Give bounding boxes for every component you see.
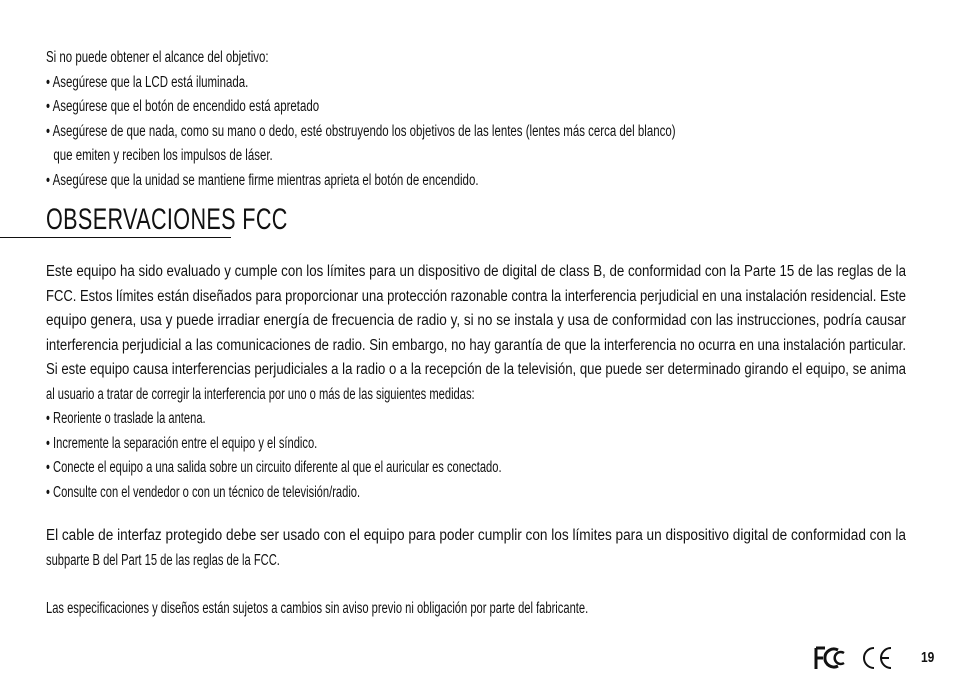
cable-notice: [46, 524, 906, 573]
fcc-logo-icon: [814, 645, 848, 671]
paragraph-line: subparte B del Part 15 de las reglas de la FCC.: [46, 551, 280, 569]
bullet-item: • Asegúrese que la LCD está iluminada.: [46, 73, 249, 91]
measure-item: • Incremente la separación entre el equipo y el síndico.: [46, 434, 318, 452]
specifications-notice: [46, 597, 906, 622]
measure-item: • Reoriente o traslade la antena.: [46, 410, 206, 427]
ce-mark-icon: [860, 645, 894, 671]
paragraph-line: FCC. Estos límites están diseñados para proporcionar una protección razonable contra la interferencia perjudicial en una instalación residencial. Este: [46, 287, 906, 305]
measure-item: • Consulte con el vendedor o con un técnico de televisión/radio.: [46, 483, 361, 501]
paragraph-line: Este equipo ha sido evaluado y cumple con los límites para un dispositivo de digital de class B, de conformidad con la Parte 15 de las reglas de la: [46, 263, 906, 280]
section-heading: OBSERVACIONES FCC: [46, 203, 288, 236]
bullet-item: • Asegúrese que la unidad se mantiene firme mientras aprieta el botón de encendido.: [46, 171, 479, 189]
troubleshooting-list: [46, 46, 897, 193]
bullet-item: • Asegúrese de que nada, como su mano o dedo, esté obstruyendo los objetivos de las lentes (lentes más cerca del blanco): [46, 122, 676, 140]
paragraph-line: al usuario a tratar de corregir la interferencia por uno o más de las siguientes medidas:: [46, 385, 475, 403]
heading-underline: [0, 237, 231, 238]
bullet-item-continuation: que emiten y reciben los impulsos de láser.: [53, 147, 273, 164]
bullet-item: • Asegúrese que el botón de encendido está apretado: [46, 98, 320, 115]
paragraph-line: Si este equipo causa interferencias perjudiciales a la radio o a la recepción de la televisión, que puede ser determinado girando el equipo, se anima: [46, 361, 906, 378]
page-number: 19: [921, 649, 935, 666]
intro-lead: Si no puede obtener el alcance del objetivo:: [46, 49, 269, 66]
fcc-notice: [46, 260, 906, 505]
paragraph-line: equipo genera, usa y puede irradiar energía de frecuencia de radio y, si no se instala y usa de conformidad con las instrucciones, podría causar: [46, 312, 906, 329]
paragraph-line: interferencia perjudicial a las comunicaciones de radio. Sin embargo, no hay garantía de que la interferencia no ocurra en una instalación particular.: [46, 336, 906, 354]
measure-item: • Conecte el equipo a una salida sobre un circuito diferente al que el auricular es conectado.: [46, 459, 502, 476]
paragraph-line: El cable de interfaz protegido debe ser usado con el equipo para poder cumplir con los límites para un dispositivo digital de conformidad con la: [46, 527, 906, 544]
paragraph-line: Las especificaciones y diseños están sujetos a cambios sin aviso previo ni obligación por parte del fabricante.: [46, 600, 589, 617]
certification-logos: [814, 644, 894, 672]
